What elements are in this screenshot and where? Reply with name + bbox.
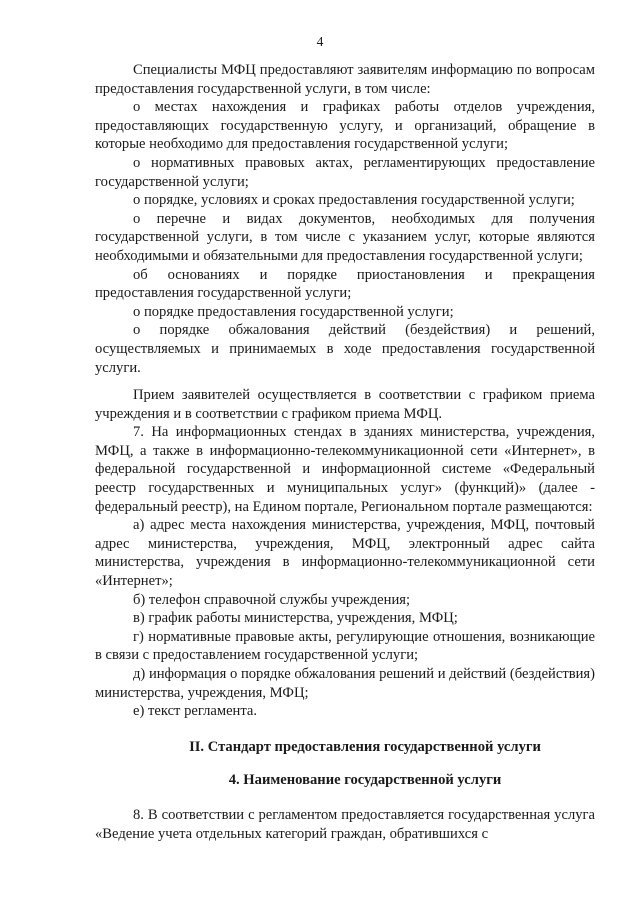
list-item: о местах нахождения и графиках работы отделов учреждения, предоставляющих государственную услугу, и организаций, обращение в которые необходимо для предоставления государственной услуги; bbox=[95, 99, 595, 153]
paragraph-reception: Прием заявителей осуществляется в соответствии с графиком приема учреждения и в соответствии с графиком приема МФЦ. bbox=[95, 387, 595, 422]
list-item: г) нормативные правовые акты, регулирующие отношения, возникающие в связи с предоставлением государственной услуги; bbox=[95, 628, 595, 664]
list-item: о порядке обжалования действий (бездействия) и решений, осуществляемых и принимаемых в ходе предоставления государственной услуги. bbox=[95, 322, 595, 376]
list-item: б) телефон справочной службы учреждения; bbox=[133, 591, 411, 608]
paragraph: Специалисты МФЦ предоставляют заявителям информацию по вопросам предоставления государственной услуги, в том числе: bbox=[95, 62, 595, 97]
page-number: 4 bbox=[316, 34, 324, 49]
list-item: о порядке предоставления государственной услуги; bbox=[133, 303, 454, 320]
list-item: о порядке, условиях и сроках предоставления государственной услуги; bbox=[133, 192, 575, 209]
paragraph-item-7: 7. На информационных стендах в зданиях министерства, учреждения, МФЦ, а также в информационно-телекоммуникационной сети «Интернет», в федеральной государственной и информационной системе «Федеральный реестр государственных и муниципальных услуг» (функций)» (далее - федеральный реестр), на Едином портале, Региональном портале размещаются: bbox=[95, 424, 595, 515]
paragraph-item-8: 8. В соответствии с регламентом предоставляется государственная услуга «Ведение учета отдельных категорий граждан, обратившихся с bbox=[95, 806, 595, 842]
section-heading: II. Стандарт предоставления государственной услуги bbox=[189, 738, 541, 755]
list-item: а) адрес места нахождения министерства, учреждения, МФЦ, почтовый адрес министерства, учреждения, МФЦ, электронный адрес сайта министерства, учреждения в информационно-телекоммуникационной сети «Интернет»; bbox=[95, 517, 595, 590]
list-item: о нормативных правовых актах, регламентирующих предоставление государственной услуги; bbox=[95, 154, 595, 190]
list-item: об основаниях и порядке приостановления и прекращения предоставления государственной услуги; bbox=[95, 266, 595, 302]
document-body bbox=[95, 61, 595, 843]
list-item: е) текст регламента. bbox=[133, 703, 258, 720]
subsection-heading: 4. Наименование государственной услуги bbox=[228, 772, 502, 789]
list-item: в) график работы министерства, учреждения, МФЦ; bbox=[133, 610, 458, 627]
list-item: о перечне и видах документов, необходимых для получения государственной услуги, в том числе с указанием услуг, которые являются необходимыми и обязательными для предоставления государственной услуги; bbox=[95, 210, 595, 264]
list-item: д) информация о порядке обжалования решений и действий (бездействия) министерства, учреждения, МФЦ; bbox=[95, 666, 595, 701]
